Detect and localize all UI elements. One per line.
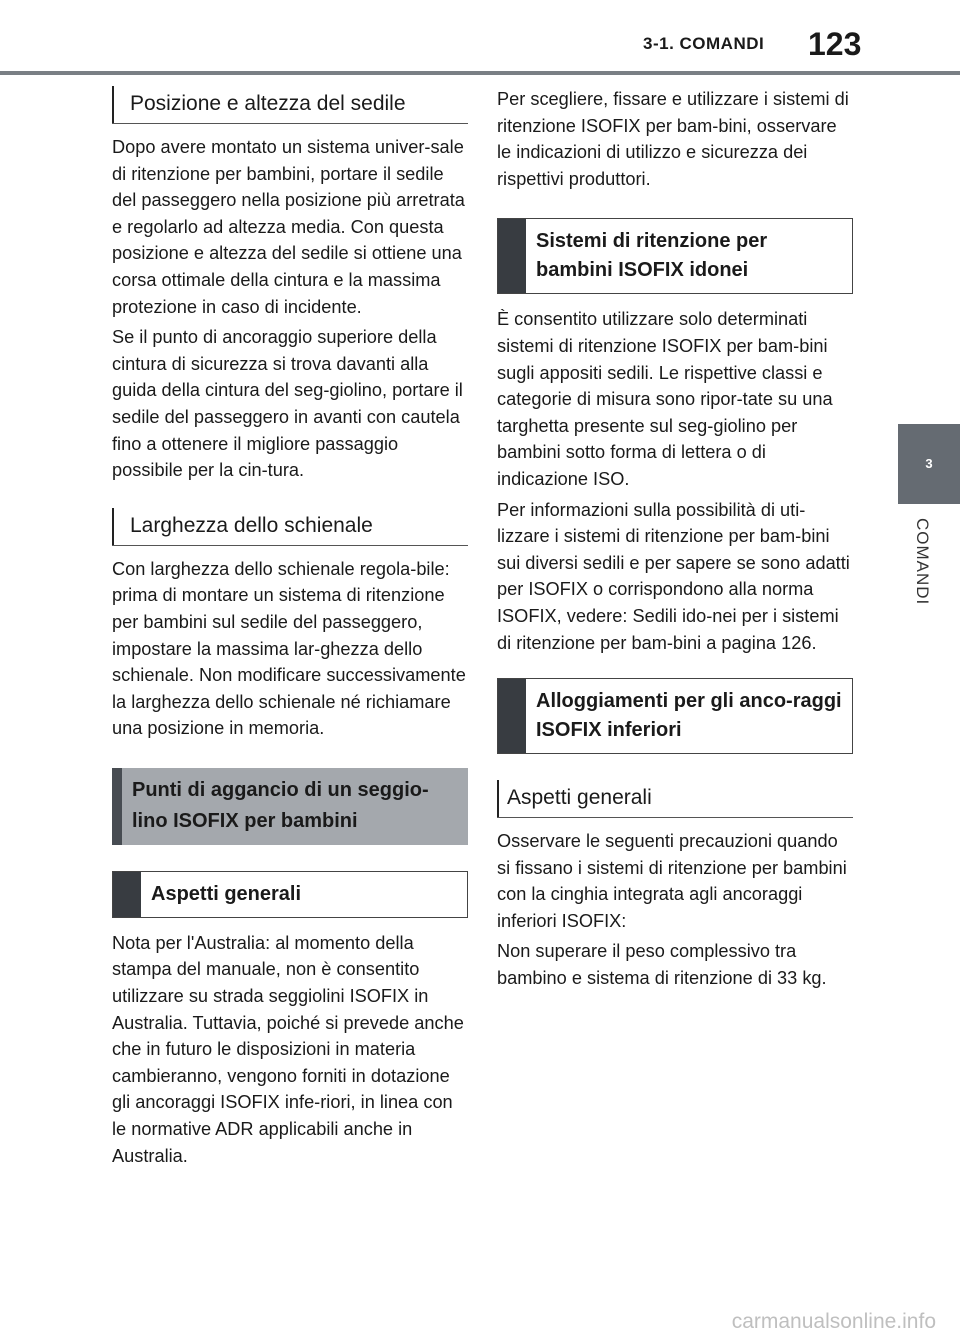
page-number: 123 [808, 26, 862, 62]
section-title: 3-1. COMANDI [643, 34, 765, 53]
paragraph: Non superare il peso complessivo tra bambino e sistema di ritenzione di 33 kg. [497, 941, 827, 989]
header-divider [0, 71, 960, 75]
paragraph: Nota per l'Australia: al momento della stampa del manuale, non è consentito utilizzare su strada seggiolini ISOFIX in Australia. Tuttavia, poiché si prevede anche che in futuro le disposizioni in materia cambieranno, vengono forniti in dotazione gli ancoraggi ISOFIX infe-riori, in linea con le normative ADR applicabili anche in Australia. [112, 932, 464, 1166]
paragraph: Per scegliere, fissare e utilizzare i sistemi di ritenzione ISOFIX per bam-bini, osservare le indicazioni di utilizzo e sicurezza dei rispettivi produttori. [497, 89, 849, 189]
heading-suitable-isofix: Sistemi di ritenzione per bambini ISOFIX idonei [497, 218, 853, 294]
chapter-tab: 3 [898, 424, 960, 504]
watermark: carmanualsonline.info [731, 1310, 936, 1333]
heading-general-aspects: Aspetti generali [112, 871, 468, 918]
paragraph: Osservare le seguenti precauzioni quando si fissano i sistemi di ritenzione per bambini con la cinghia integrata agli ancoraggi inferiori ISOFIX: [497, 831, 847, 931]
paragraph: Per informazioni sulla possibilità di uti-lizzare i sistemi di ritenzione per bam-bini sui diversi sedili e per sapere se sono adatti per ISOFIX o corrispondono alla norma ISOFIX, vedere: Sedili ido-nei per i sistemi di ritenzione per bam-bini a pagina 126. [497, 499, 850, 653]
chapter-label [910, 518, 932, 618]
chapter-label-text: COMANDI [913, 518, 932, 606]
paragraph: Con larghezza dello schienale regola-bile: prima di montare un sistema di ritenzione per bambini sul sedile del passeggero, impostare la massima lar-ghezza dello schienale. Non modificare successivamente la larghezza dello schienale né richiamare una posizione in memoria. [112, 558, 466, 739]
heading-seat-position: Posizione e altezza del sedile [112, 86, 468, 124]
heading-isofix-points: Punti di aggancio di un seggio-lino ISOFIX per bambini [112, 768, 468, 845]
right-column [497, 86, 853, 996]
paragraph: Dopo avere montato un sistema univer-sale di ritenzione per bambini, portare il sedile del passeggero nella posizione più arretrata e regolarlo ad altezza media. Con questa posizione e altezza del sedile si ottiene una corsa ottimale della cintura e la massima protezione in caso di incidente. [112, 137, 465, 317]
paragraph: Se il punto di ancoraggio superiore della cintura di sicurezza si trova davanti alla guida della cintura del seg-giolino, portare il sedile del passeggero in avanti con cautela fino a ottenere il migliore passaggio possibile per la cin-tura. [112, 327, 463, 481]
heading-isofix-anchorages: Alloggiamenti per gli anco-raggi ISOFIX inferiori [497, 678, 853, 754]
left-column [112, 86, 468, 1173]
paragraph: È consentito utilizzare solo determinati sistemi di ritenzione ISOFIX per bam-bini sugli appositi sedili. Le rispettive classi e categorie di misura sono ripor-tate su una targhetta presente sul seg-giolino per bambini sotto forma di lettera o di indicazione ISO. [497, 309, 833, 489]
heading-backrest-width: Larghezza dello schienale [112, 508, 468, 546]
heading-general-aspects-2: Aspetti generali [497, 780, 853, 818]
